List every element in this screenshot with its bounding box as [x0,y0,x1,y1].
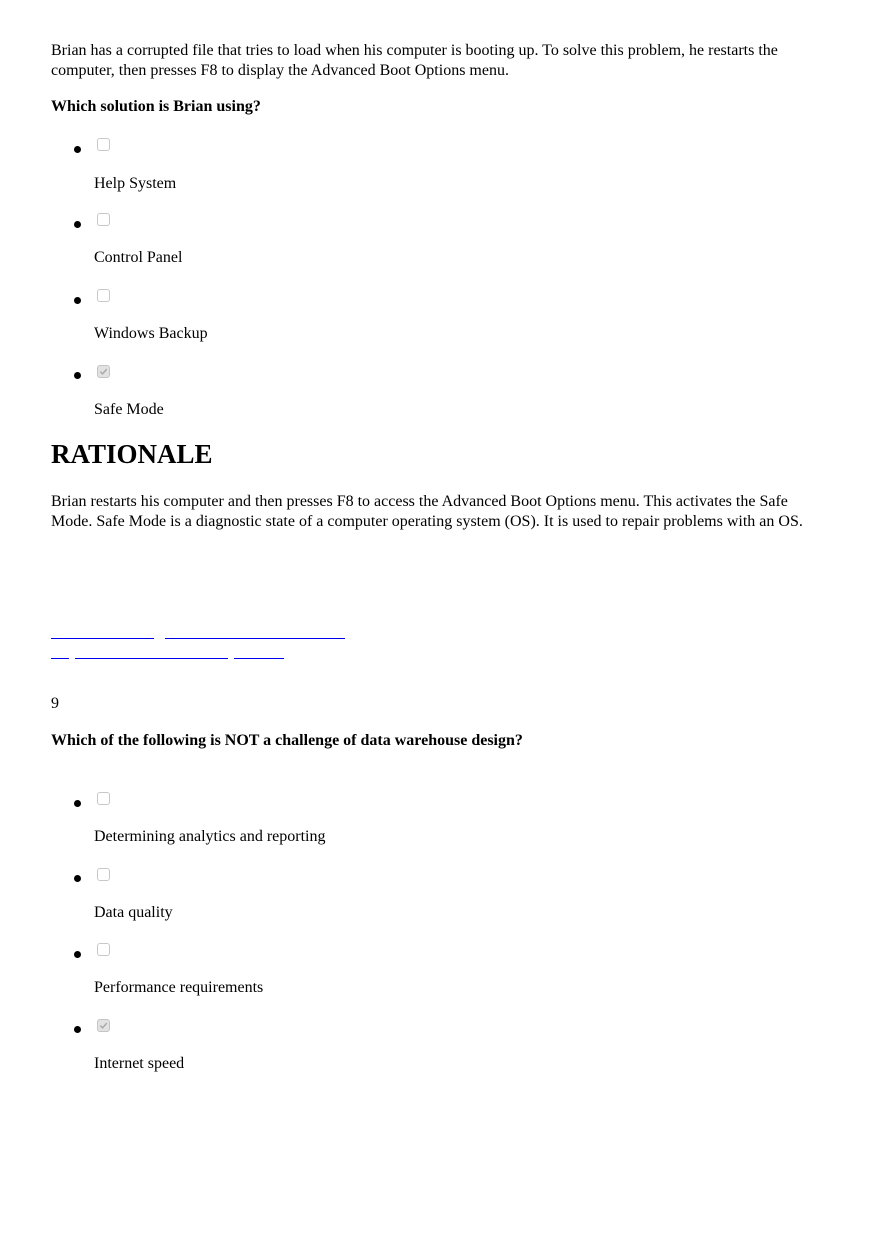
question-text: Which of the following is NOT a challenge of data warehouse design? [51,732,523,749]
bullet-icon [74,221,81,228]
option-label: Help System [94,175,177,192]
bullet-icon [74,875,81,882]
option-label: Data quality [94,904,173,921]
bullet-icon [74,372,81,379]
rationale-heading: RATIONALE [51,439,213,469]
option-label: Performance requirements [94,979,264,996]
checkmark-icon [99,1021,108,1030]
question-text: Which solution is Brian using? [51,98,261,115]
hyperlink[interactable] [165,638,345,639]
hyperlink[interactable] [234,658,284,659]
option-checkbox[interactable] [97,792,110,805]
option-label: Internet speed [94,1055,185,1072]
bullet-icon [74,951,81,958]
question-prompt: Brian has a corrupted file that tries to load when his computer is booting up. To solve this problem, he restarts the computer, then presses F8 to display the Advanced Boot Options menu. [51,42,778,79]
hyperlink[interactable] [51,638,154,639]
option-checkbox[interactable] [97,868,110,881]
option-label: Determining analytics and reporting [94,828,326,845]
question-number: 9 [51,695,59,712]
option-checkbox-checked[interactable] [97,1019,110,1032]
option-checkbox[interactable] [97,289,110,302]
checkmark-icon [99,367,108,376]
rationale-text: Brian restarts his computer and then presses F8 to access the Advanced Boot Options menu. This activates the Safe Mode. Safe Mode is a diagnostic state of a computer operating system (OS). It is used to repair problems with an OS. [51,493,803,530]
option-checkbox[interactable] [97,213,110,226]
hyperlink[interactable] [51,658,69,659]
bullet-icon [74,800,81,807]
bullet-icon [74,1026,81,1033]
option-label: Control Panel [94,249,183,266]
option-label: Windows Backup [94,325,208,342]
bullet-icon [74,297,81,304]
option-label: Safe Mode [94,401,164,418]
hyperlink[interactable] [75,658,228,659]
option-checkbox-checked[interactable] [97,365,110,378]
option-checkbox[interactable] [97,138,110,151]
option-checkbox[interactable] [97,943,110,956]
bullet-icon [74,146,81,153]
